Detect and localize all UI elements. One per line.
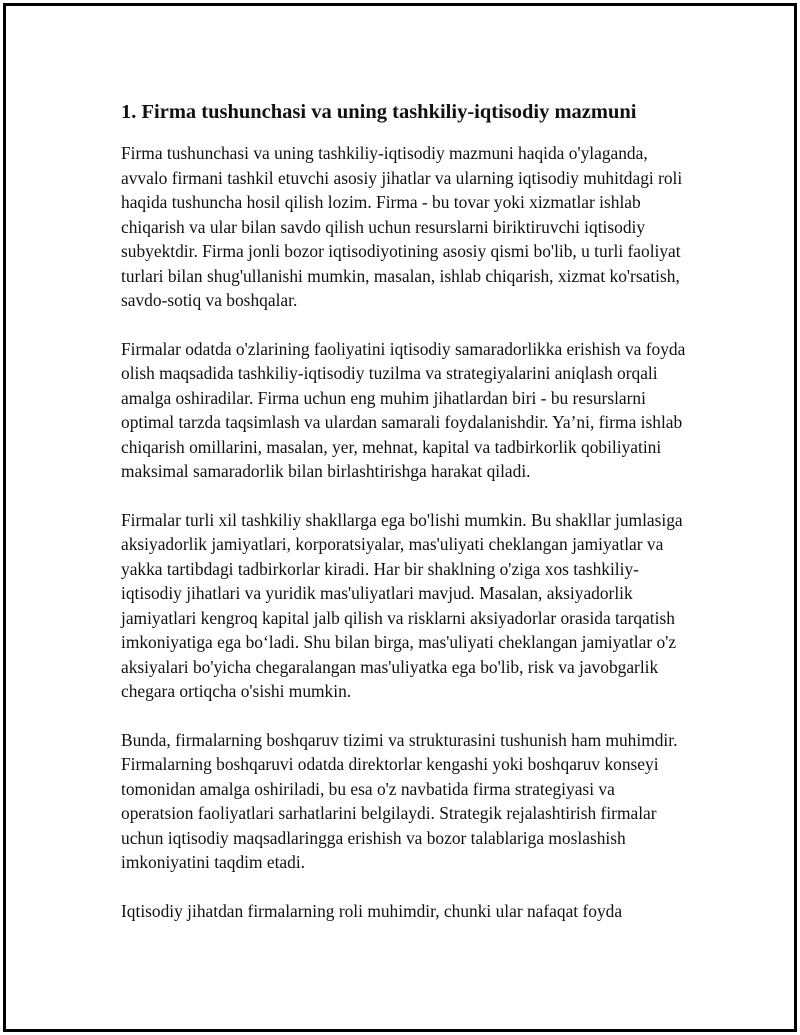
paragraph-5: Iqtisodiy jihatdan firmalarning roli muhimdir, chunki ular nafaqat foyda <box>121 900 623 921</box>
paragraph-3: Firmalar turli xil tashkiliy shakllarga ega bo'lishi mumkin. Bu shakllar jumlasiga aksiyadorlik jamiyatlari, korporatsiyalar, mas'uliyati cheklangan jamiyatlar va yakka tartibdagi tadbirkorlar kiradi. Har bir shaklning o'ziga xos tashkiliy-iqtisodiy jihatlari va yuridik mas'uliyatlari mavjud. Masalan, aksiyadorlik jamiyatlari kengroq kapital jalb qilish va risklarni aksiyadorlar orasida tarqatish imkoniyatiga ega bo‘ladi. Shu bilan birga, mas'uliyati cheklangan jamiyatlar o'z aksiyalari bo'yicha chegaralangan mas'uliyatka ega bo'lib, risk va javobgarlik chegara ortiqcha o'sishi mumkin. <box>121 509 683 701</box>
page-frame <box>3 3 797 1032</box>
paragraph-4: Bunda, firmalarning boshqaruv tizimi va strukturasini tushunish ham muhimdir. Firmalarning boshqaruvi odatda direktorlar kengashi yoki boshqaruv konseyi tomonidan amalga oshiriladi, bu esa o'z navbatida firma strategiyasi va operatsion faoliyatlari sarhatlarini belgilaydi. Strategik rejalashtirish firmalar uchun iqtisodiy maqsadlaringga erishish va bozor talablariga moslashish imkoniyatini taqdim etadi. <box>121 729 678 872</box>
paragraph-1: Firma tushunchasi va uning tashkiliy-iqtisodiy mazmuni haqida o'ylaganda, avvalo firmani tashkil etuvchi asosiy jihatlar va ularning iqtisodiy muhitdagi roli haqida tushuncha hosil qilish lozim. Firma - bu tovar yoki xizmatlar ishlab chiqarish va ular bilan savdo qilish uchun resurslarni biriktiruvchi iqtisodiy subyektdir. Firma jonli bozor iqtisodiyotining asosiy qismi bo'lib, u turli faoliyat turlari bilan shug'ullanishi mumkin, masalan, ishlab chiqarish, xizmat ko'rsatish, savdo-sotiq va boshqalar. <box>121 143 683 310</box>
document-title: 1. Firma tushunchasi va uning tashkiliy-iqtisodiy mazmuni <box>121 101 637 123</box>
document-body <box>121 98 691 947</box>
paragraph-2: Firmalar odatda o'zlarining faoliyatini iqtisodiy samaradorlikka erishish va foyda olish maqsadida tashkiliy-iqtisodiy tuzilma va strategiyalarini aniqlash orqali amalga oshiradilar. Firma uchun eng muhim jihatlardan biri - bu resurslarni optimal tarzda taqsimlash va ulardan samarali foydalanishdir. Ya’ni, firma ishlab chiqarish omillarini, masalan, yer, mehnat, kapital va tadbirkorlik qobiliyatini maksimal samaradorlik bilan birlashtirishga harakat qiladi. <box>121 338 686 481</box>
